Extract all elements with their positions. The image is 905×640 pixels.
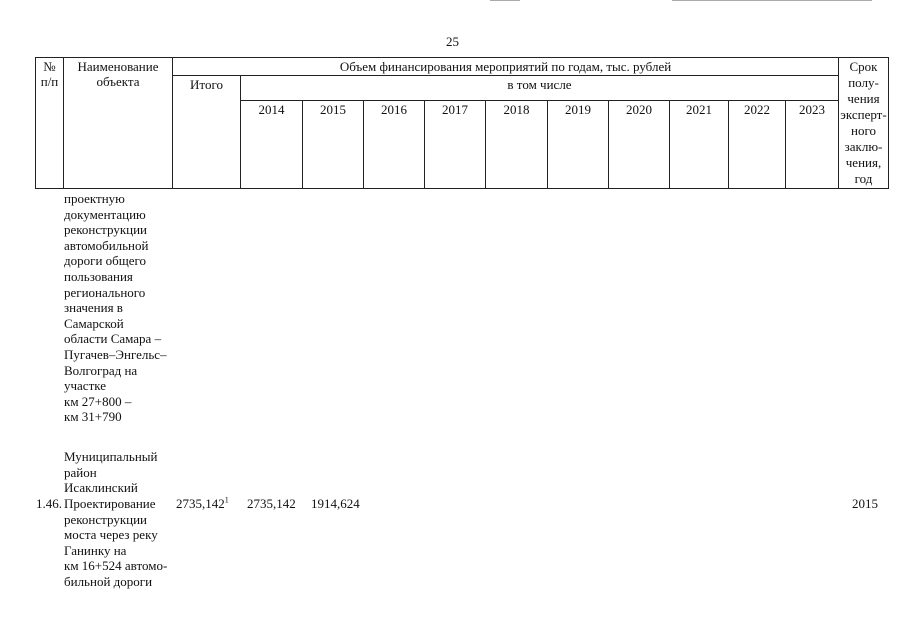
text-line: Самарской [64, 315, 124, 331]
text-line: км 16+524 автомо- [64, 558, 168, 574]
text-line: Муниципальный [64, 449, 158, 464]
row-number: 1.46. [36, 496, 62, 511]
text-line: регионального [64, 284, 146, 300]
text-line: автомобильной [64, 237, 149, 253]
text-line: реконструкции [64, 511, 148, 527]
header-year: 2019 [548, 101, 609, 189]
row-object-name [64, 496, 178, 590]
footnote-marker: 1 [224, 495, 229, 505]
text-line: области Самара – [64, 331, 162, 347]
header-col-number: № п/п [36, 58, 64, 189]
header-table [35, 57, 889, 189]
continued-description [64, 191, 176, 425]
text-line: Исаклинский [64, 480, 138, 496]
header-col-total: Итого [173, 76, 241, 189]
text-line: реконструкции [64, 222, 148, 238]
header-year: 2022 [729, 101, 786, 189]
header-year: 2017 [425, 101, 486, 189]
text-line: проектную [64, 191, 125, 206]
text-line: Волгоград на [64, 362, 138, 378]
scan-artifact [490, 0, 520, 1]
text-line: км 27+800 – [64, 393, 132, 409]
row-term-value: 2015 [852, 496, 878, 511]
row-2015-value: 1914,624 [311, 496, 360, 511]
header-year: 2015 [303, 101, 364, 189]
header-col-name: Наименование объекта [64, 58, 173, 189]
row-total [176, 496, 229, 512]
text-line: значения в [64, 300, 123, 316]
header-year: 2018 [486, 101, 548, 189]
header-col-term: Срок полу-чения эксперт-ного заклю-чения, год [839, 58, 889, 189]
row-2014-value: 2735,142 [247, 496, 296, 511]
header-col-including: в том числе [241, 76, 839, 101]
text-line: участке [64, 378, 107, 394]
header-year: 2023 [786, 101, 839, 189]
text-line: район [64, 464, 97, 480]
total-value: 2735,142 [176, 496, 225, 511]
text-line: пользования [64, 268, 133, 284]
text-line: документацию [64, 206, 146, 222]
text-line: Пугачев–Энгельс– [64, 346, 167, 362]
district-heading [64, 449, 176, 496]
header-year: 2014 [241, 101, 303, 189]
text-line: моста через реку [64, 527, 158, 543]
text-line: Ганинку на [64, 542, 127, 558]
page-number: 25 [446, 34, 459, 49]
text-line: дороги общего [64, 253, 147, 269]
text-line: км 31+790 [64, 409, 122, 425]
header-year: 2016 [364, 101, 425, 189]
scan-artifact [672, 0, 872, 1]
text-line: Проектирование [64, 496, 156, 511]
header-col-funding: Объем финансирования мероприятий по годам, тыс. рублей [173, 58, 839, 76]
header-year: 2021 [670, 101, 729, 189]
text-line: бильной дороги [64, 573, 153, 589]
header-year: 2020 [609, 101, 670, 189]
